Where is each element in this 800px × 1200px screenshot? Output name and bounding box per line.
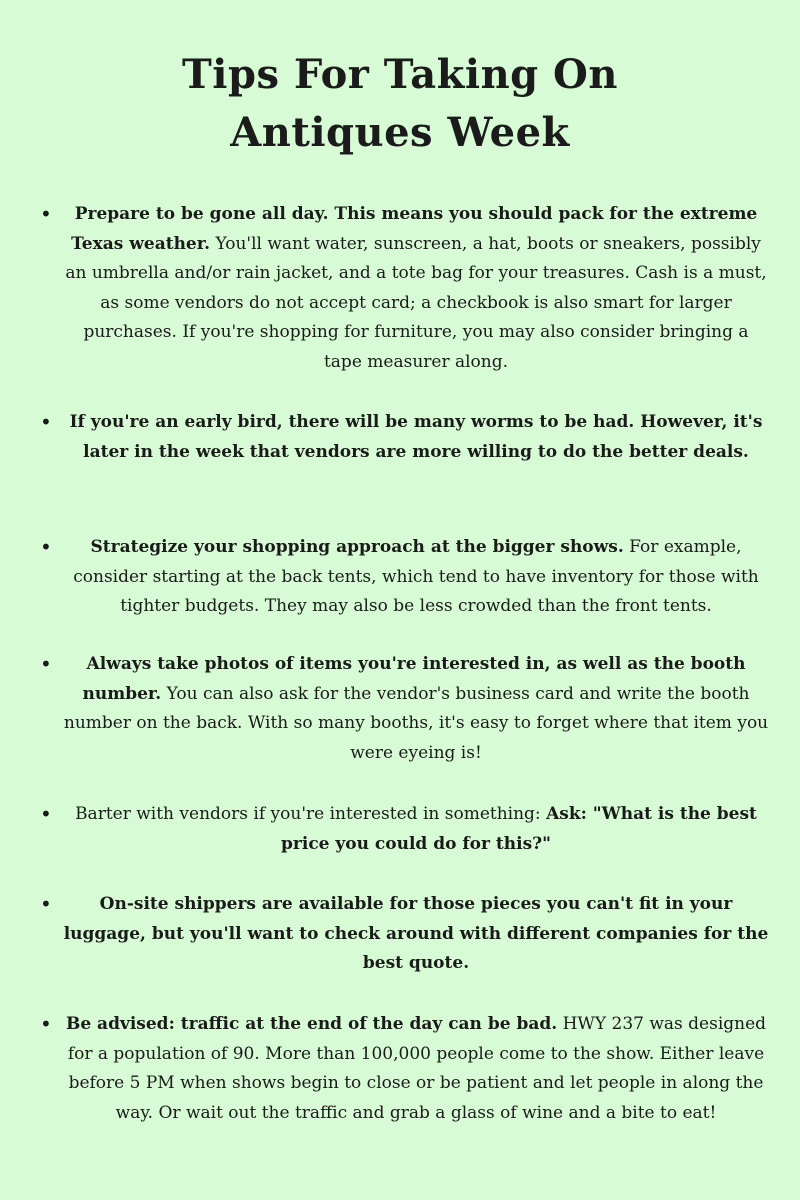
tip-body: For example, consider starting at the back tents, which tend to have inventory for those with tighter budgets. They may also be less crowded than the front tents. — [73, 537, 759, 616]
title-line-2: Antiques Week — [230, 109, 570, 156]
tip-body: HWY 237 was designed for a population of 90. More than 100,000 people come to the show. Either leave before 5 PM when shows begin to close or be patient and let people in along the way. Or wait out the traffic and grab a glass of wine and a bite to eat! — [67, 1014, 767, 1123]
tip-bold: On-site shippers are available for those pieces you can't fit in your luggage, but you'll want to check around with different companies for the best quote. — [63, 894, 769, 973]
tip-text — [62, 408, 770, 467]
bullet-icon: • — [40, 202, 52, 226]
tip-body: You can also ask for the vendor's business card and write the booth number on the back. With so many booths, it's easy to forget where that item you were eyeing is! — [63, 683, 769, 763]
bullet-icon: • — [40, 802, 52, 826]
bullet-icon: • — [40, 535, 52, 559]
bullet-icon: • — [40, 652, 52, 676]
tip-body: You'll want water, sunscreen, a hat, boots or sneakers, possibly an umbrella and/or rain jacket, and a tote bag for your treasures. Cash is a must, as some vendors do not accept card; a checkbook is also smart for larger purchases. If you're shopping for furniture, you may also consider bringing a tape measurer along. — [65, 233, 767, 372]
title-line-1: Tips For Taking On — [182, 51, 618, 98]
tip-text — [62, 800, 770, 859]
tip-lead: Barter with vendors if you're interested in something: — [75, 804, 547, 824]
tip-text — [62, 200, 770, 377]
tip-text — [62, 533, 770, 622]
tip-bold: Be advised: traffic at the end of the day can be bad. — [65, 1014, 558, 1034]
tip-bold: Prepare to be gone all day. This means you should pack for the extreme Texas weather. — [71, 204, 758, 254]
tip-bold: If you're an early bird, there will be many worms to be had. However, it's later in the week that vendors are more willing to do the better deals. — [69, 412, 763, 462]
tip-bold: Always take photos of items you're interested in, as well as the booth number. — [82, 654, 746, 704]
tip-text — [62, 890, 770, 979]
bullet-icon: • — [40, 410, 52, 434]
tip-text — [62, 1010, 770, 1128]
tip-text — [62, 650, 770, 768]
page-title — [120, 46, 680, 162]
bullet-icon: • — [40, 1012, 52, 1036]
bullet-icon: • — [40, 892, 52, 916]
tip-bold: Ask: "What is the best price you could do for this?" — [281, 804, 757, 854]
tip-bold: Strategize your shopping approach at the bigger shows. — [90, 537, 624, 557]
